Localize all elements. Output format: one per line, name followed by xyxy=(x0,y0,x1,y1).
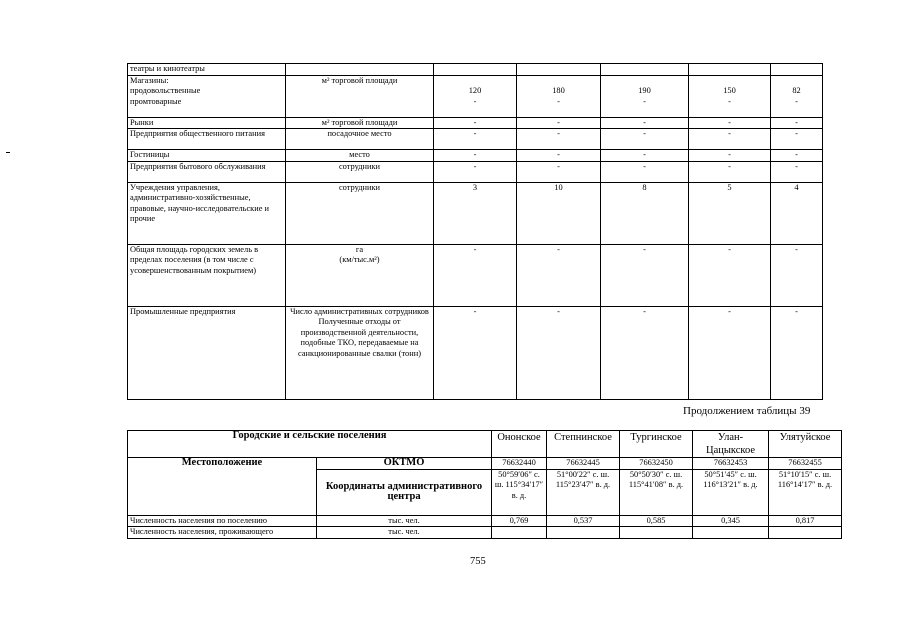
row-value: - xyxy=(689,244,771,306)
row-value: - xyxy=(689,306,771,399)
row-value: - xyxy=(689,161,771,182)
row-value xyxy=(601,64,689,76)
table-continuation-label: Продолжением таблицы 39 xyxy=(683,405,811,417)
coords-value: 51°00′22″ с. ш. 115°23′47″ в. д. xyxy=(547,469,620,515)
oktmo-value: 76632455 xyxy=(769,458,842,470)
row-unit: сотрудники xyxy=(286,161,434,182)
row-value xyxy=(689,64,771,76)
row-unit: м² торговой площади xyxy=(286,75,434,117)
row-value: 10 xyxy=(517,182,601,244)
row-unit: сотрудники xyxy=(286,182,434,244)
population2-value xyxy=(769,527,842,539)
coords-value: 51°10′15″ с. ш. 116°14′17″ в. д. xyxy=(769,469,842,515)
row-value: - xyxy=(601,150,689,162)
population-value: 0,769 xyxy=(492,515,547,527)
row-value: - xyxy=(434,129,517,150)
table-row xyxy=(128,150,823,162)
row-value: - xyxy=(434,161,517,182)
settlement-name: Тургинское xyxy=(620,431,693,458)
settlement-name: Степнинское xyxy=(547,431,620,458)
row-name: Предприятия общественного питания xyxy=(128,129,286,150)
row-value: - xyxy=(517,117,601,129)
row-value: - xyxy=(601,117,689,129)
population2-value xyxy=(547,527,620,539)
oktmo-row xyxy=(128,458,842,470)
population2-row xyxy=(128,527,842,539)
margin-mark xyxy=(6,152,10,153)
population2-value xyxy=(492,527,547,539)
oktmo-value: 76632440 xyxy=(492,458,547,470)
row-name: Предприятия бытового обслуживания xyxy=(128,161,286,182)
row-value: - xyxy=(771,161,823,182)
row-unit: м² торговой площади xyxy=(286,117,434,129)
population-value: 0,537 xyxy=(547,515,620,527)
row-value: - xyxy=(771,117,823,129)
row-value xyxy=(771,64,823,76)
row-value: 5 xyxy=(689,182,771,244)
row-value: 180 - xyxy=(517,75,601,117)
row-unit: Число административных сотрудников Полученные отходы от производственной деятельности, подобные ТКО, передаваемые на санкционированные свалки (тонн) xyxy=(286,306,434,399)
table-row xyxy=(128,75,823,117)
population-value: 0,345 xyxy=(693,515,769,527)
settlements-table xyxy=(127,430,842,539)
row-name: Рынки xyxy=(128,117,286,129)
table-row xyxy=(128,306,823,399)
row-value: - xyxy=(771,244,823,306)
table-row xyxy=(128,64,823,76)
row-value: - xyxy=(601,161,689,182)
location-label: Местоположение xyxy=(128,458,317,516)
population2-value xyxy=(620,527,693,539)
row-value: - xyxy=(434,306,517,399)
population-value: 0,585 xyxy=(620,515,693,527)
row-value xyxy=(434,64,517,76)
row-value: 120 - xyxy=(434,75,517,117)
row-value: - xyxy=(434,244,517,306)
population2-unit: тыс. чел. xyxy=(317,527,492,539)
row-value: - xyxy=(601,129,689,150)
indicators-table xyxy=(127,63,823,400)
row-value: - xyxy=(771,129,823,150)
row-value: - xyxy=(771,150,823,162)
oktmo-value: 76632453 xyxy=(693,458,769,470)
row-unit: га (км/тыс.м²) xyxy=(286,244,434,306)
row-name: Общая площадь городских земель в пределах поселения (в том числе с усовершенствованным покрытием) xyxy=(128,244,286,306)
oktmo-value: 76632445 xyxy=(547,458,620,470)
row-unit: посадочное место xyxy=(286,129,434,150)
row-value: - xyxy=(601,306,689,399)
population-value: 0,817 xyxy=(769,515,842,527)
settlements-header-label: Городские и сельские поселения xyxy=(128,431,492,458)
settlement-name: Ононское xyxy=(492,431,547,458)
page-number: 755 xyxy=(470,556,486,567)
coords-value: 50°50′30″ с. ш. 115°41′08″ в. д. xyxy=(620,469,693,515)
row-unit: место xyxy=(286,150,434,162)
row-value: - xyxy=(434,117,517,129)
row-value xyxy=(517,64,601,76)
table-row xyxy=(128,117,823,129)
row-value: 82 - xyxy=(771,75,823,117)
coords-value: 50°51′45″ с. ш. 116°13′21″ в. д. xyxy=(693,469,769,515)
row-value: 8 xyxy=(601,182,689,244)
row-value: 150 - xyxy=(689,75,771,117)
row-value: - xyxy=(771,306,823,399)
coords-value: 50°59′06″ с. ш. 115°34′17″ в. д. xyxy=(492,469,547,515)
oktmo-label: ОКТМО xyxy=(317,458,492,470)
row-value: - xyxy=(689,150,771,162)
population2-label: Численность населения, проживающего xyxy=(128,527,317,539)
row-name: Учреждения управления, административно-хозяйственные, правовые, научно-исследовательские и прочие xyxy=(128,182,286,244)
row-name: театры и кинотеатры xyxy=(128,64,286,76)
population-unit: тыс. чел. xyxy=(317,515,492,527)
row-value: - xyxy=(517,129,601,150)
row-value: 190 - xyxy=(601,75,689,117)
table-row xyxy=(128,182,823,244)
table-row xyxy=(128,161,823,182)
row-name: Гостиницы xyxy=(128,150,286,162)
row-name: Промышленные предприятия xyxy=(128,306,286,399)
settlement-name: Улан-Цацыкское xyxy=(693,431,769,458)
row-value: - xyxy=(601,244,689,306)
row-value: - xyxy=(517,161,601,182)
table-row xyxy=(128,129,823,150)
row-name: Магазины: продовольственные промтоварные xyxy=(128,75,286,117)
row-value: - xyxy=(517,150,601,162)
table-row xyxy=(128,244,823,306)
row-value: - xyxy=(517,306,601,399)
population-row xyxy=(128,515,842,527)
row-value: - xyxy=(517,244,601,306)
settlement-name: Улятуйское xyxy=(769,431,842,458)
row-value: 4 xyxy=(771,182,823,244)
row-value: 3 xyxy=(434,182,517,244)
population2-value xyxy=(693,527,769,539)
row-value: - xyxy=(434,150,517,162)
row-value: - xyxy=(689,129,771,150)
row-unit xyxy=(286,64,434,76)
settlements-header-row xyxy=(128,431,842,458)
row-value: - xyxy=(689,117,771,129)
oktmo-value: 76632450 xyxy=(620,458,693,470)
coords-label: Координаты административного центра xyxy=(317,469,492,515)
population-label: Численность населения по поселению xyxy=(128,515,317,527)
